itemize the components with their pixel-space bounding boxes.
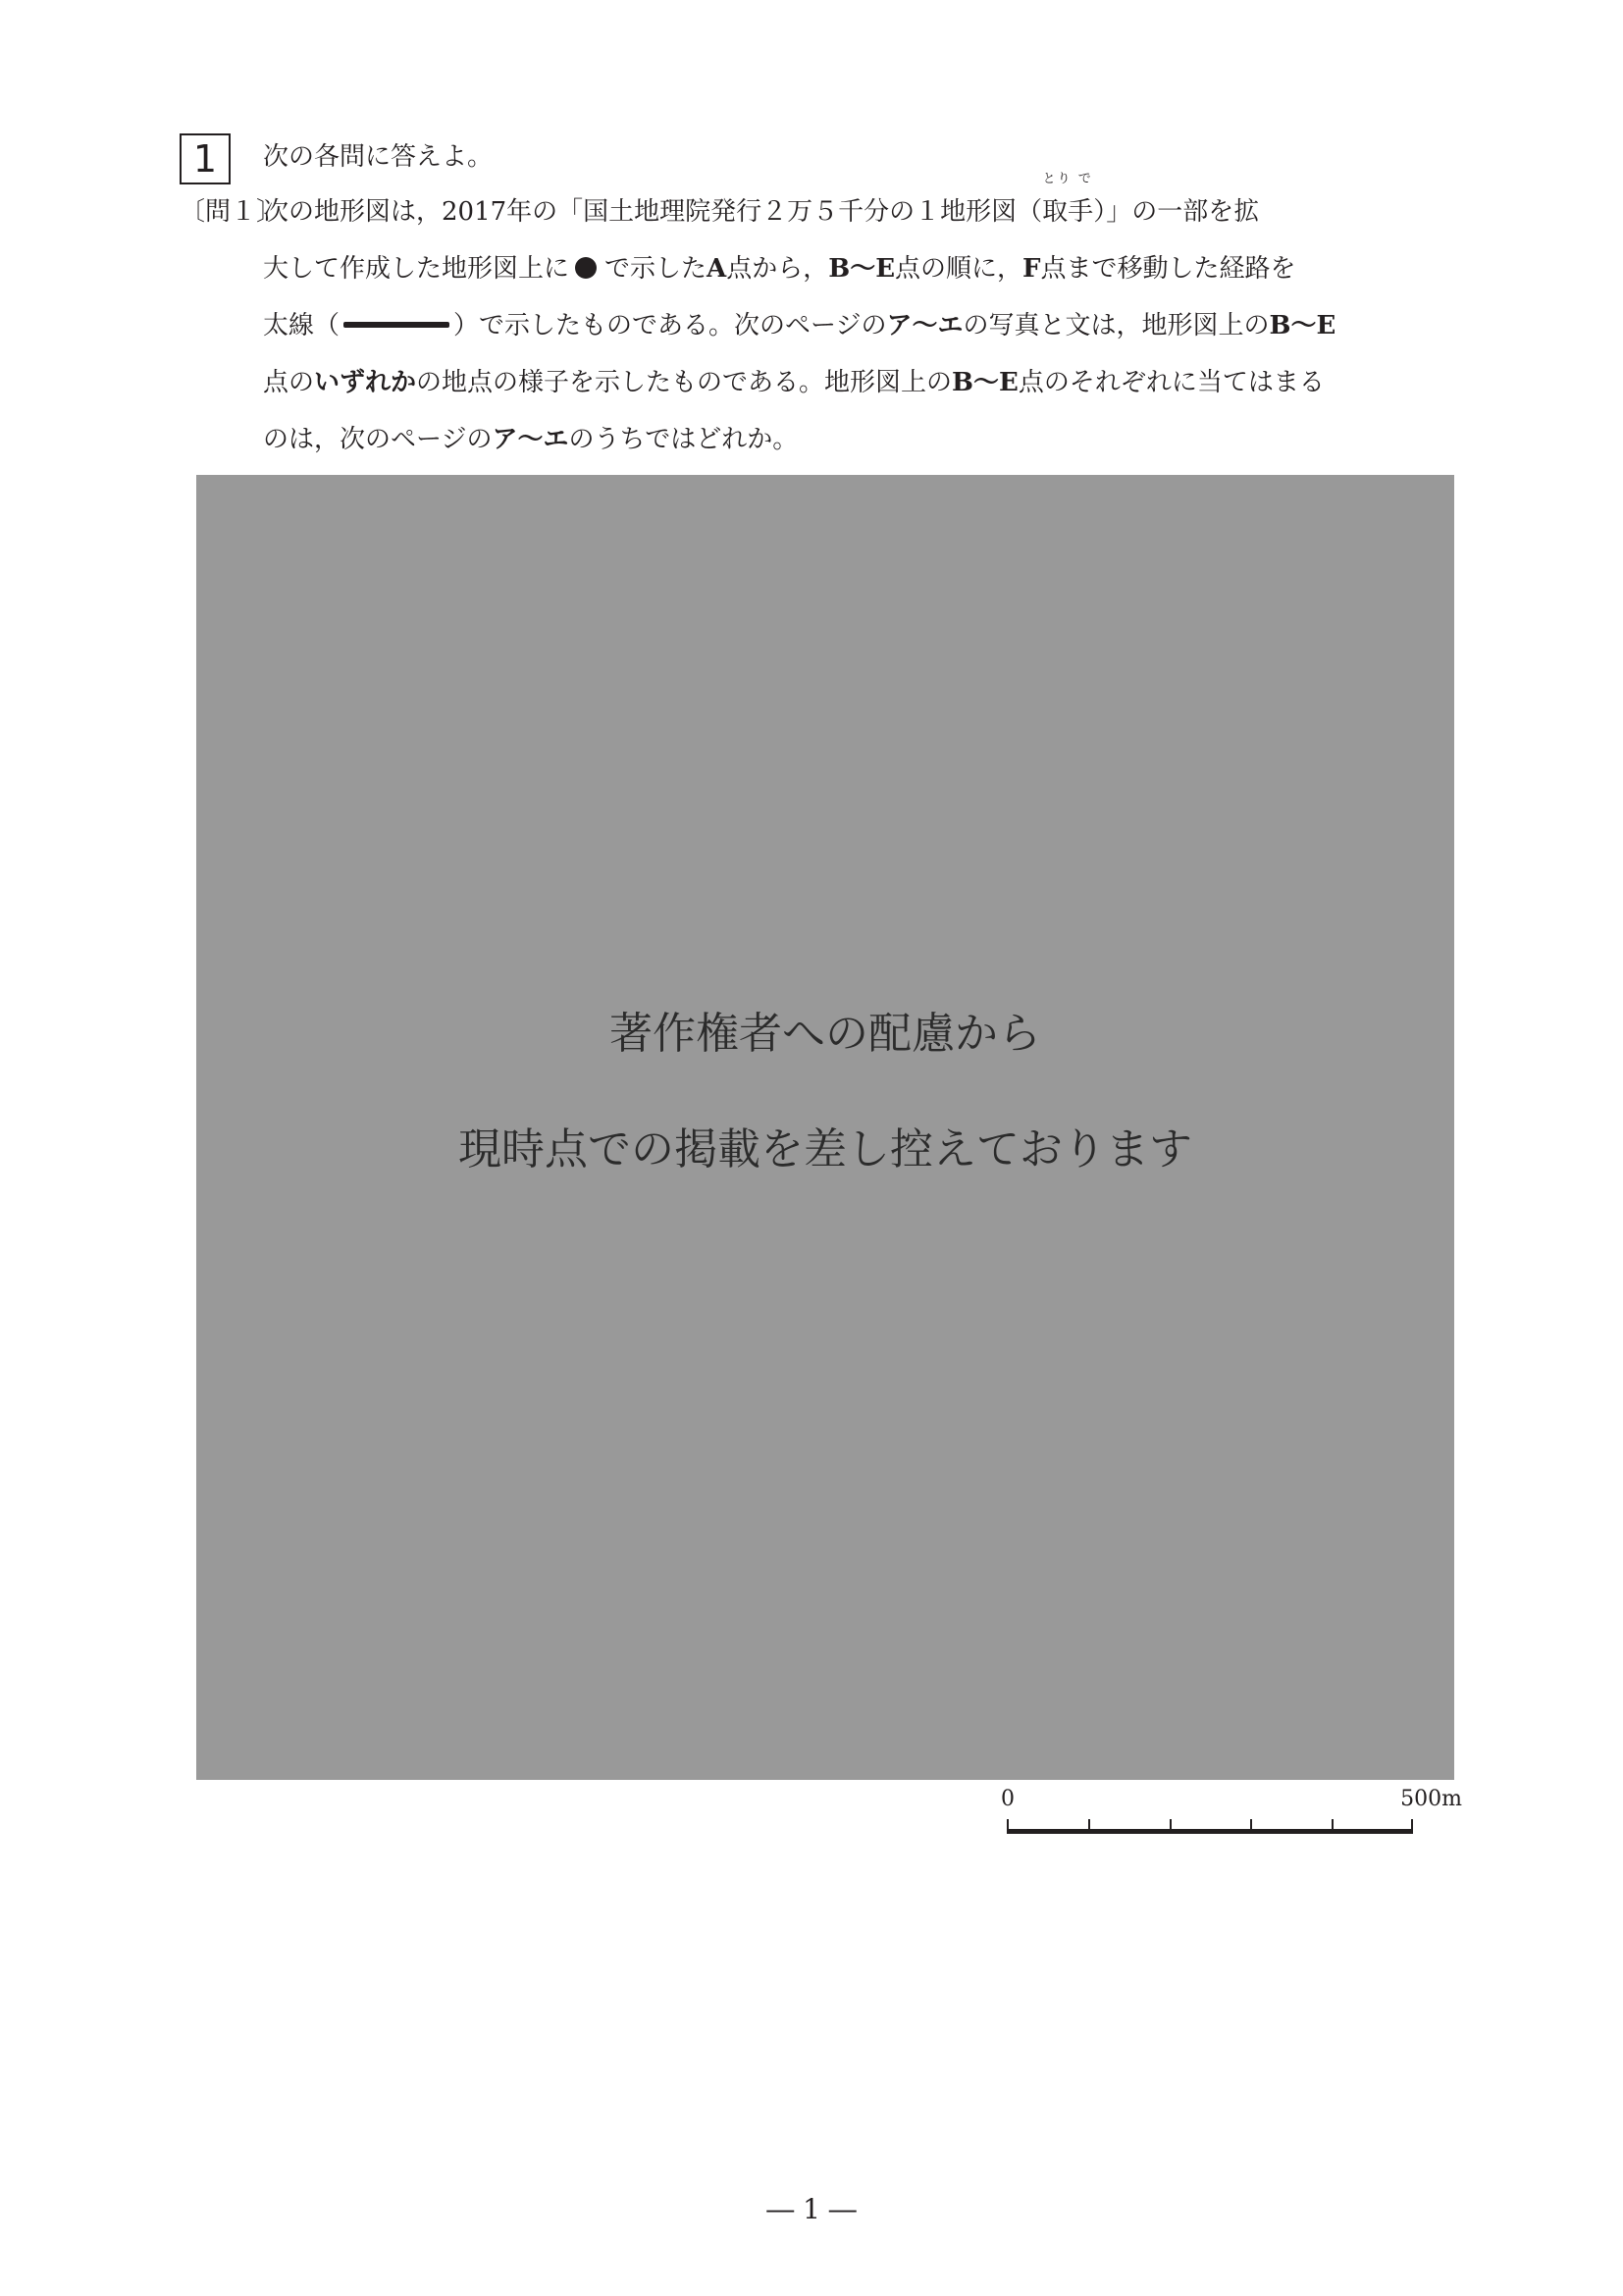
question-text-line-3 — [263, 308, 1335, 343]
question-text-line-4 — [263, 365, 1325, 400]
text-segment: の地点の様子を示したものである。地形図上の — [416, 368, 953, 397]
text-segment: 点のそれぞれに当てはまる — [1018, 368, 1325, 397]
question-text-line-1 — [263, 172, 1260, 230]
copyright-notice — [196, 1005, 1454, 1179]
place-name-torde — [1042, 172, 1094, 230]
text-segment: 次の地形図は，2017年の「国土地理院発行２万５千分の１地形図（ — [263, 197, 1043, 227]
question-text-line-5 — [263, 422, 798, 457]
question-instruction: 次の各問に答えよ。 — [263, 142, 494, 172]
choice-label-a-e: ア〜エ — [492, 425, 569, 454]
notice-line-2: 現時点での掲載を差し控えております — [458, 1124, 1192, 1174]
text-segment: のうちではどれか。 — [568, 425, 799, 454]
emphasis-izureka: いずれか — [314, 368, 417, 397]
point-label-a: A — [707, 254, 727, 284]
text-segment: 点から， — [726, 254, 829, 284]
notice-line-1: 著作権者への配慮から — [609, 1009, 1041, 1059]
point-label-b-e: B〜E — [1269, 311, 1336, 340]
choice-label-a-e: ア〜エ — [886, 311, 964, 340]
sub-question-label: 〔問１〕 — [180, 197, 283, 227]
scale-line — [1007, 1829, 1413, 1834]
question-text-line-2 — [263, 251, 1296, 287]
scale-tick — [1007, 1819, 1009, 1831]
text-segment: 点まで移動した経路を — [1040, 254, 1296, 284]
scale-tick — [1088, 1819, 1090, 1831]
text-segment: のは，次のページの — [263, 425, 493, 454]
text-segment: 大して作成した地形図上に — [263, 254, 570, 284]
scale-tick — [1332, 1819, 1334, 1831]
text-segment: 点の — [263, 368, 315, 397]
text-segment: ）で示したものである。次のページの — [453, 311, 887, 340]
text-segment: 太線（ — [263, 311, 340, 340]
scale-tick — [1411, 1819, 1413, 1831]
thick-line-icon — [343, 322, 449, 328]
point-label-f: F — [1022, 254, 1041, 284]
text-segment: の写真と文は，地形図上の — [963, 311, 1270, 340]
filled-circle-icon — [575, 257, 597, 279]
question-number-box: 1 — [180, 133, 231, 184]
scale-tick — [1170, 1819, 1172, 1831]
text-segment: で示した — [604, 254, 707, 284]
text-segment: ）」の一部を拡 — [1093, 197, 1260, 227]
point-label-b-e: B〜E — [952, 368, 1019, 397]
page-number: ― 1 ― — [766, 2193, 857, 2225]
scale-end-label: 500m — [1400, 1787, 1462, 1811]
map-placeholder — [196, 475, 1454, 1780]
scale-tick — [1250, 1819, 1252, 1831]
point-label-b-e: B〜E — [828, 254, 896, 284]
scale-start-label: 0 — [1001, 1787, 1015, 1811]
map-scale-bar — [1001, 1786, 1462, 1845]
text-segment: 点の順に， — [895, 254, 1023, 284]
place-name-kanji: 取手 — [1042, 197, 1094, 227]
furigana: とり で — [1042, 172, 1093, 186]
